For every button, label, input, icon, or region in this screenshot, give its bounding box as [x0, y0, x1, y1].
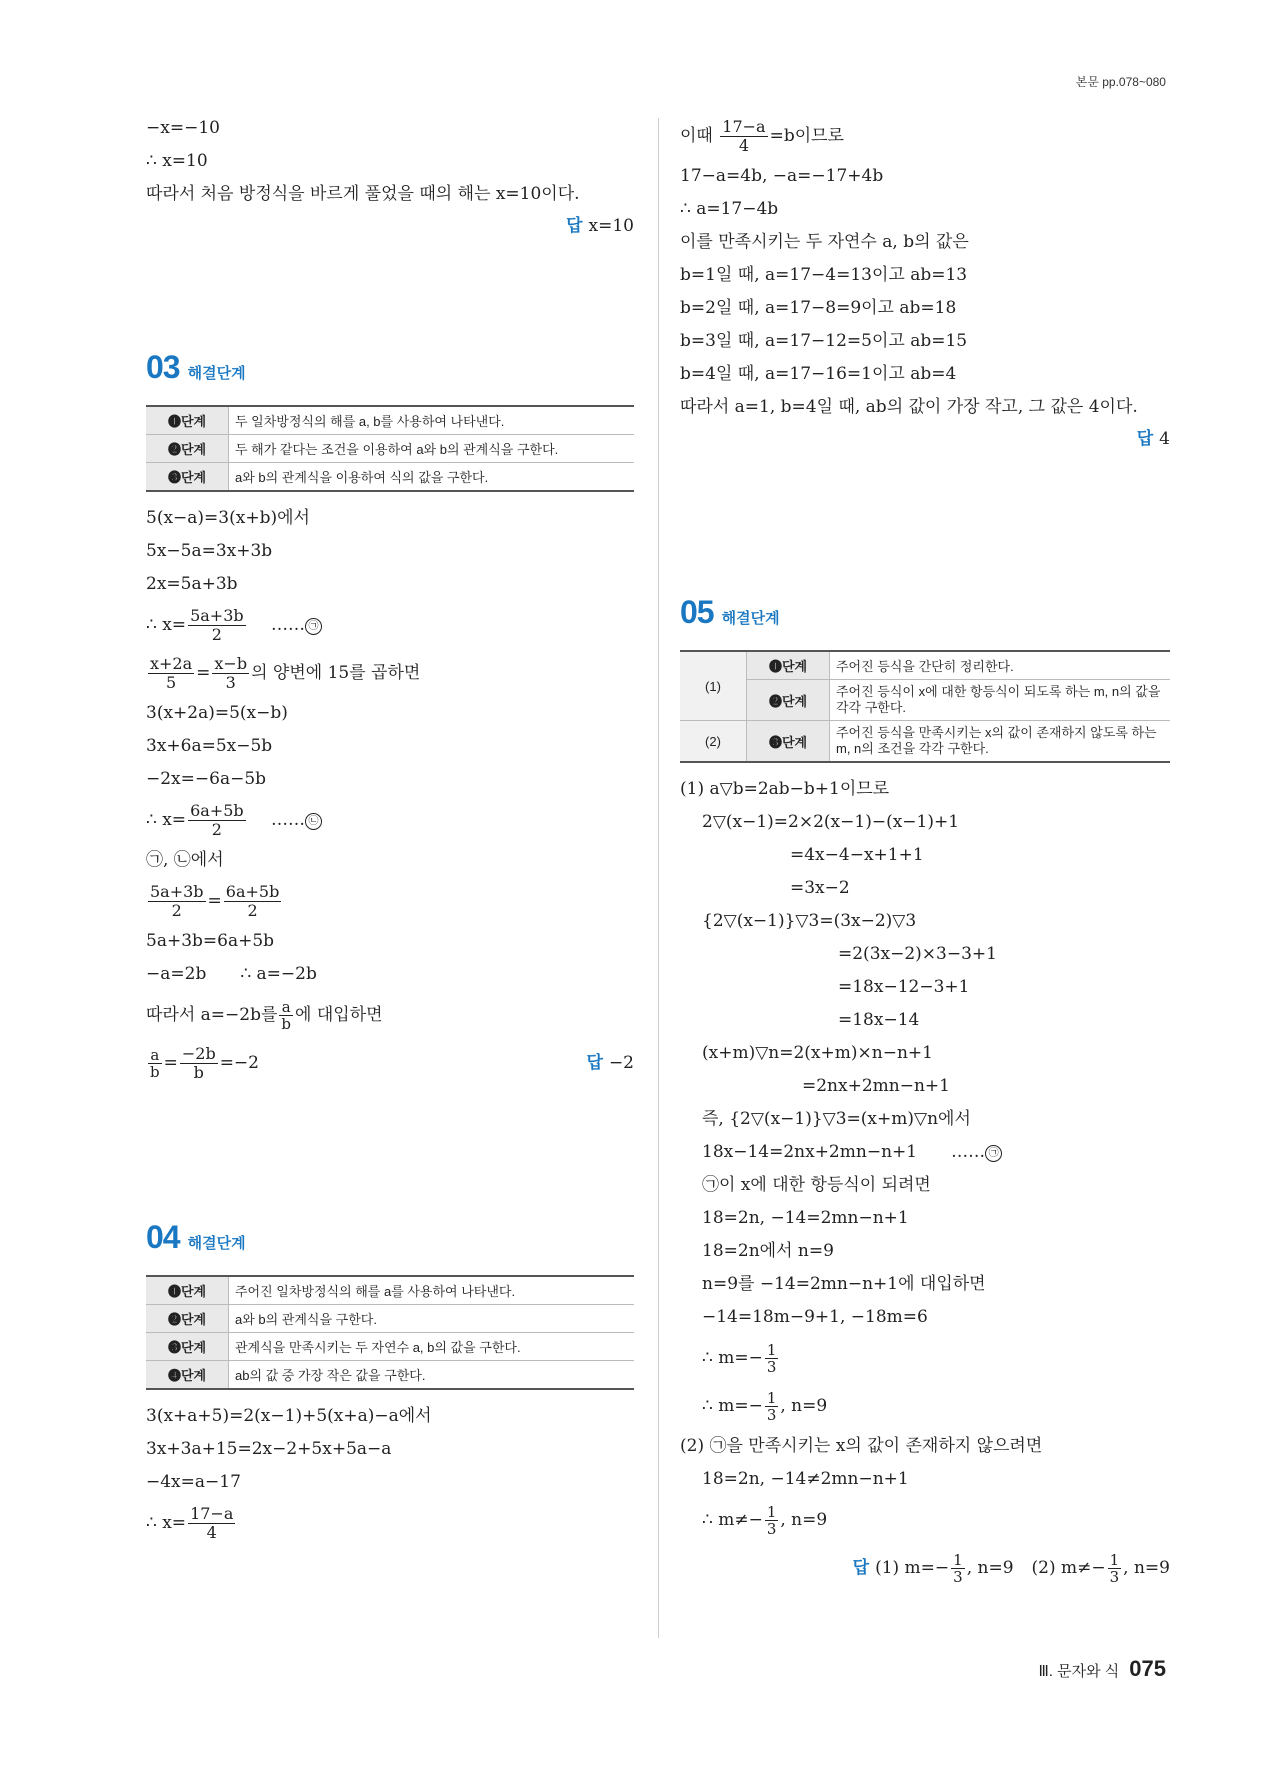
solution-line: [680, 1334, 1170, 1382]
text-segment: 이때: [680, 126, 713, 146]
denominator: 3: [1109, 1568, 1120, 1586]
numerator: 1: [766, 1502, 777, 1521]
text-segment: ∴ m≠−: [702, 1510, 763, 1530]
denominator: 3: [766, 1358, 777, 1376]
solution-line: [680, 1136, 1170, 1169]
step-label: ❸단계: [146, 1333, 229, 1361]
answer-line: [587, 1039, 635, 1087]
numerator: a: [279, 999, 293, 1017]
left-column: [146, 112, 634, 1547]
text-segment: , n=9: [966, 1558, 1014, 1578]
section-label: 해결단계: [187, 365, 246, 382]
text-segment: =: [163, 1053, 178, 1073]
fraction: [188, 607, 246, 643]
answer-value: x=10: [588, 216, 634, 236]
section-heading-03: [146, 349, 634, 399]
fraction: [765, 1342, 779, 1376]
fraction: [212, 655, 249, 691]
solution-line: 18=2n에서 n=9: [702, 1241, 834, 1261]
denominator: b: [150, 1063, 160, 1081]
denominator: 3: [225, 673, 236, 692]
step-row: [146, 1361, 634, 1390]
solution-line: ㉠, ㉡에서: [146, 850, 224, 870]
fraction: [224, 883, 282, 919]
answer-tag: 답: [852, 1558, 870, 1577]
solution-line: ∴ x=10: [146, 151, 208, 171]
solution-line: =18x−14: [838, 1010, 920, 1030]
solution-line: [146, 601, 634, 649]
solution-line: b=3일 때, a=17−12=5이고 ab=15: [680, 331, 968, 351]
circle-mark: ㉡: [305, 813, 322, 830]
step-text: 주어진 등식을 만족시키는 x의 값이 존재하지 않도록 하는 m, n의 조건을 각각 구한다.: [830, 721, 1171, 763]
step-label: ❶단계: [146, 406, 229, 435]
solution-line: [680, 112, 1170, 160]
answer-line: [680, 1544, 1170, 1592]
solution-line: [146, 649, 634, 697]
denominator: b: [281, 1015, 292, 1033]
numerator: a: [148, 1047, 162, 1065]
circle-mark: ㉠: [305, 618, 322, 635]
solution-line: ㉠이 x에 대한 항등식이 되려면: [702, 1175, 931, 1195]
text-segment: 에 대입하면: [295, 1005, 383, 1025]
section-number: 03: [146, 349, 180, 385]
text-segment: , n=9: [1123, 1558, 1170, 1578]
text-segment: 의 양변에 15를 곱하면: [251, 663, 421, 683]
answer-value: 4: [1159, 429, 1170, 449]
solution-line: [680, 1496, 1170, 1544]
section-heading-04: [146, 1219, 634, 1269]
group-label: (1): [680, 651, 747, 721]
text-segment: 18x−14=2nx+2mn−n+1: [702, 1142, 918, 1162]
text-segment: 따라서 a=−2b를: [146, 1005, 278, 1025]
text-segment: (1) m=−: [875, 1558, 950, 1578]
text-segment: ∴ m=−: [702, 1396, 763, 1416]
numerator: 6a+5b: [190, 801, 244, 821]
solution-line: ∴ a=17−4b: [680, 199, 779, 219]
solution-line: 즉, {2▽(x−1)}▽3=(x+m)▽n에서: [702, 1109, 971, 1129]
fraction: [188, 1505, 235, 1541]
solution-line: n=9를 −14=2mn−n+1에 대입하면: [702, 1274, 986, 1294]
text-segment: ……: [271, 810, 306, 830]
answer-tag: 답: [586, 1053, 603, 1072]
group-label: (2): [680, 721, 747, 763]
solution-line: =4x−4−x+1+1: [790, 845, 924, 865]
solution-line: 18=2n, −14≠2mn−n+1: [702, 1469, 909, 1489]
step-label: ❸단계: [747, 721, 830, 763]
text-segment: =b이므로: [769, 126, 844, 146]
solution-line: −x=−10: [146, 118, 220, 138]
solution-line: [146, 958, 634, 991]
chapter-label: Ⅲ. 문자와 식: [1038, 1663, 1120, 1680]
numerator: 6a+5b: [225, 882, 280, 902]
step-label: ❹단계: [146, 1361, 229, 1390]
solution-line: =2nx+2mn−n+1: [802, 1076, 950, 1096]
fraction: [720, 118, 767, 154]
solution-line: 18=2n, −14=2mn−n+1: [702, 1208, 909, 1228]
text-segment: (2) m≠−: [1031, 1558, 1106, 1578]
answer-line: [680, 424, 1170, 454]
solution-line: 이를 만족시키는 두 자연수 a, b의 값은: [680, 232, 969, 252]
step-row: [146, 1305, 634, 1333]
solution-line: 3x+3a+15=2x−2+5x+5a−a: [146, 1439, 392, 1459]
solution-line: 5x−5a=3x+3b: [146, 541, 273, 561]
steps-table: [146, 1275, 634, 1390]
page-reference: 본문 pp.078~080: [1075, 75, 1166, 89]
step-row: [146, 1276, 634, 1305]
steps-table: [680, 650, 1170, 763]
solution-line: [146, 1039, 634, 1087]
solution-line: 2▽(x−1)=2×2(x−1)−(x−1)+1: [702, 812, 960, 832]
solution-line: 3(x+2a)=5(x−b): [146, 703, 288, 723]
denominator: 5: [165, 673, 177, 692]
solution-line: 따라서 a=1, b=4일 때, ab의 값이 가장 작고, 그 값은 4이다.: [680, 397, 1138, 417]
solution-line: [680, 1382, 1170, 1430]
step-row: [146, 435, 634, 463]
answer-tag: 답: [1136, 429, 1154, 448]
denominator: 3: [953, 1568, 963, 1586]
numerator: 5a+3b: [150, 882, 204, 902]
numerator: 5a+3b: [190, 606, 244, 626]
text-segment: ∴ x=: [146, 810, 187, 830]
steps-table: [146, 405, 634, 492]
fraction: [951, 1552, 965, 1586]
solution-line: 따라서 처음 방정식을 바르게 풀었을 때의 해는 x=10이다.: [146, 184, 580, 204]
solution-line: 5(x−a)=3(x+b)에서: [146, 508, 310, 528]
denominator: b: [193, 1063, 204, 1082]
numerator: −2b: [181, 1044, 216, 1064]
numerator: 1: [953, 1550, 963, 1569]
text-segment: =: [196, 663, 211, 683]
page-number: 075: [1129, 1656, 1166, 1681]
text-segment: , n=9: [780, 1510, 828, 1530]
numerator: 1: [1109, 1550, 1120, 1569]
text-segment: =: [207, 891, 222, 911]
text-segment: ∴ x=: [146, 615, 187, 635]
step-row: [146, 1333, 634, 1361]
step-text: 두 해가 같다는 조건을 이용하여 a와 b의 관계식을 구한다.: [229, 435, 635, 463]
text-segment: ∴ x=: [146, 1513, 187, 1533]
section-label: 해결단계: [721, 610, 780, 627]
solution-line: [146, 991, 634, 1039]
text-segment: ∴ m=−: [702, 1348, 763, 1368]
text-segment: ……: [271, 615, 306, 635]
step-row: [680, 680, 1170, 721]
numerator: x−b: [214, 654, 248, 674]
solution-line: 5a+3b=6a+5b: [146, 931, 275, 951]
step-text: 두 일차방정식의 해를 a, b를 사용하여 나타낸다.: [229, 406, 635, 435]
fraction: [148, 655, 194, 691]
step-text: 주어진 등식이 x에 대한 항등식이 되도록 하는 m, n의 값을 각각 구한다.: [830, 680, 1171, 721]
numerator: 1: [766, 1340, 777, 1359]
step-label: ❸단계: [146, 463, 229, 492]
solution-line: [146, 877, 634, 925]
answer-line: [146, 211, 634, 241]
circle-mark: ㉠: [985, 1145, 1002, 1162]
fraction: [188, 802, 246, 838]
answer-value: −2: [608, 1053, 634, 1073]
solution-line: 2x=5a+3b: [146, 574, 238, 594]
step-text: 주어진 일차방정식의 해를 a를 사용하여 나타낸다.: [229, 1276, 635, 1305]
solution-line: −14=18m−9+1, −18m=6: [702, 1307, 928, 1327]
solution-line: =18x−12−3+1: [838, 977, 970, 997]
section-number: 04: [146, 1219, 180, 1255]
solution-line: 3x+6a=5x−5b: [146, 736, 273, 756]
section-number: 05: [680, 594, 714, 630]
text-segment: , n=9: [780, 1396, 828, 1416]
page-footer: [1038, 1656, 1166, 1682]
denominator: 2: [171, 901, 182, 920]
step-row: [146, 406, 634, 435]
step-label: ❷단계: [747, 680, 830, 721]
solution-line: [146, 1499, 634, 1547]
numerator: 17−a: [190, 1504, 234, 1524]
step-text: a와 b의 관계식을 구한다.: [229, 1305, 635, 1333]
solution-line: =2(3x−2)×3−3+1: [838, 944, 997, 964]
step-row: [680, 651, 1170, 680]
denominator: 2: [211, 820, 222, 839]
fraction: [765, 1504, 779, 1538]
solution-line: {2▽(x−1)}▽3=(3x−2)▽3: [702, 911, 917, 931]
solution-line: =3x−2: [790, 878, 850, 898]
solution-line: b=2일 때, a=17−8=9이고 ab=18: [680, 298, 957, 318]
step-text: 주어진 등식을 간단히 정리한다.: [830, 651, 1171, 680]
solution-line: b=4일 때, a=17−16=1이고 ab=4: [680, 364, 957, 384]
solution-line: 17−a=4b, −a=−17+4b: [680, 166, 884, 186]
denominator: 4: [206, 1523, 217, 1542]
solution-line: −2x=−6a−5b: [146, 769, 267, 789]
numerator: 17−a: [722, 117, 766, 137]
solution-line: −4x=a−17: [146, 1472, 241, 1492]
step-label: ❷단계: [146, 435, 229, 463]
step-row: [146, 463, 634, 492]
solution-line: b=1일 때, a=17−4=13이고 ab=13: [680, 265, 968, 285]
step-row: [680, 721, 1170, 763]
numerator: 1: [766, 1388, 777, 1407]
denominator: 3: [766, 1406, 777, 1424]
step-label: ❷단계: [146, 1305, 229, 1333]
fraction: [279, 999, 293, 1033]
denominator: 2: [211, 625, 222, 644]
fraction: [1108, 1552, 1122, 1586]
numerator: x+2a: [150, 654, 193, 674]
fraction: [148, 1047, 162, 1081]
step-text: 관계식을 만족시키는 두 자연수 a, b의 값을 구한다.: [229, 1333, 635, 1361]
text-segment: −a=2b: [146, 964, 207, 984]
denominator: 3: [766, 1520, 777, 1538]
solution-line: (1) a▽b=2ab−b+1이므로: [680, 779, 890, 799]
right-column: [680, 112, 1170, 1592]
solution-line: [146, 796, 634, 844]
solution-line: (x+m)▽n=2(x+m)×n−n+1: [702, 1043, 933, 1063]
text-segment: ……: [951, 1142, 986, 1162]
denominator: 2: [247, 901, 258, 920]
step-text: ab의 값 중 가장 작은 값을 구한다.: [229, 1361, 635, 1390]
section-heading-05: [680, 594, 1170, 644]
step-text: a와 b의 관계식을 이용하여 식의 값을 구한다.: [229, 463, 635, 492]
step-label: ❶단계: [146, 1276, 229, 1305]
step-label: ❶단계: [747, 651, 830, 680]
column-divider: [658, 118, 659, 1638]
text-segment: ∴ a=−2b: [240, 964, 317, 984]
fraction: [765, 1390, 779, 1424]
section-label: 해결단계: [187, 1235, 246, 1252]
denominator: 4: [738, 136, 750, 155]
fraction: [180, 1045, 218, 1081]
answer-tag: 답: [566, 216, 583, 235]
text-segment: =−2: [219, 1053, 259, 1073]
solution-line: (2) ㉠을 만족시키는 x의 값이 존재하지 않으려면: [680, 1436, 1043, 1456]
solution-line: 3(x+a+5)=2(x−1)+5(x+a)−a에서: [146, 1406, 432, 1426]
fraction: [148, 883, 206, 919]
